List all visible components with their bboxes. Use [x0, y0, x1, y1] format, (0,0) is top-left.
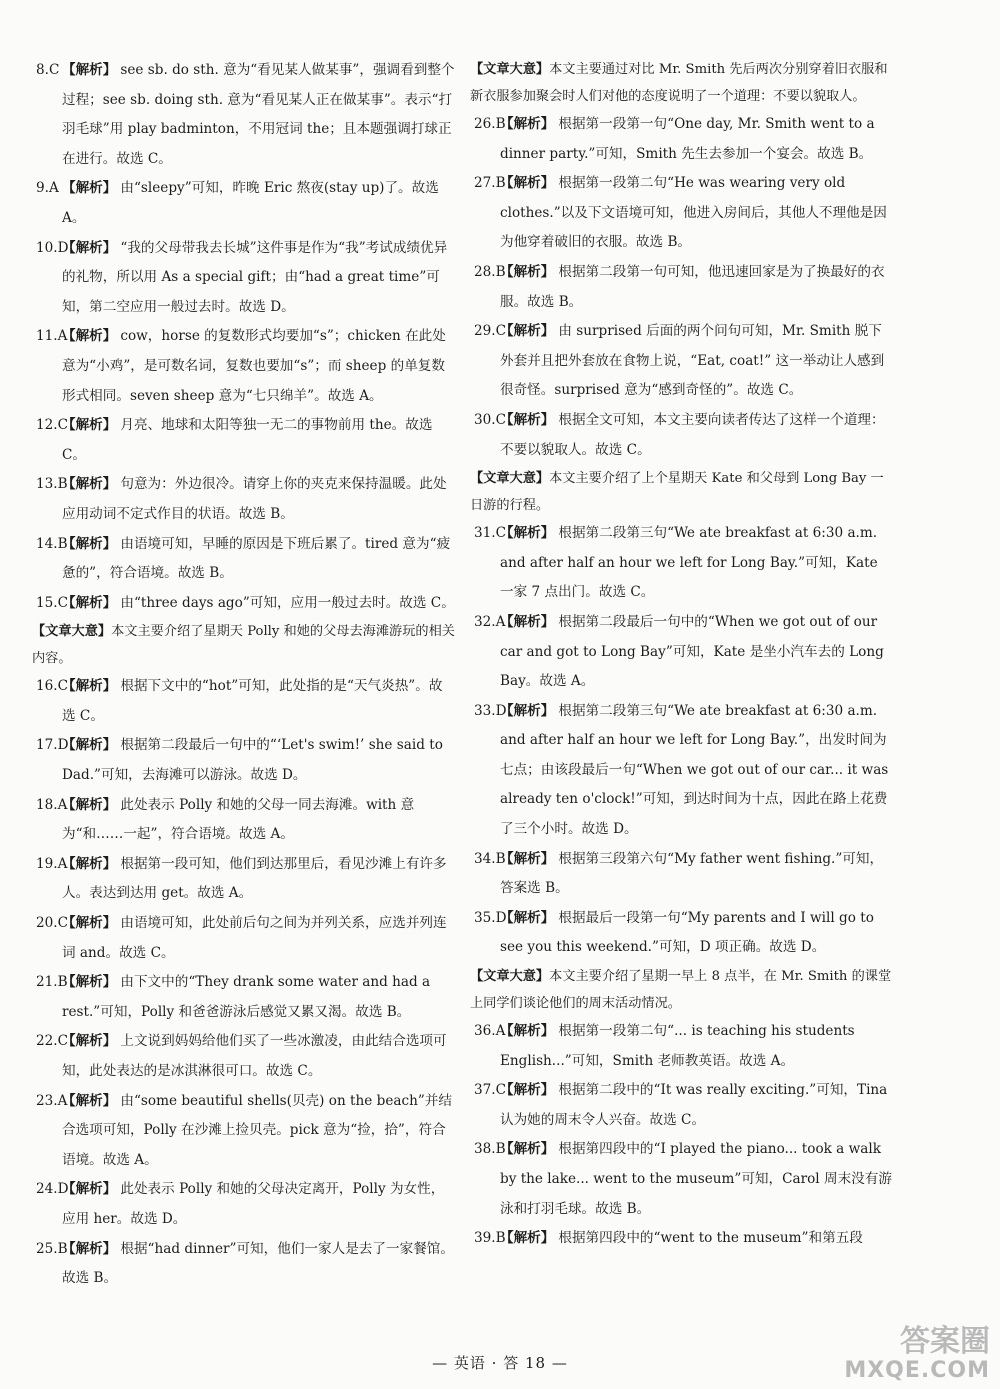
analysis-text: 由语境可知，此处前后句之间为并列关系，应选并列连词 and。故选 C。 — [62, 915, 447, 961]
analysis-text: 根据“had dinner”可知，他们一家人是去了一家餐馆。故选 B。 — [62, 1240, 454, 1287]
analysis-text: 根据第一段第二句“He was wearing very old clothes.”以及下文语境可知，他进入房间后，其他人不理他是因为他穿着破旧的衣服。故选 B。 — [500, 175, 887, 251]
analysis-text: 句意为：外边很冷。请穿上你的夹克来保持温暖。此处应用动词不定式作目的状语。故选 B。 — [62, 476, 447, 522]
summary-text: 本文主要介绍了上个星期天 Kate 和父母到 Long Bay 一日游的行程。 — [470, 471, 884, 514]
analysis-tag: 【解析】 — [500, 525, 555, 542]
watermark-logo: 答案圈 MXQE.COM — [844, 1324, 990, 1383]
analysis-tag: 【解析】 — [500, 850, 555, 867]
analysis-tag: 【解析】 — [62, 915, 117, 932]
analysis-tag: 【解析】 — [62, 62, 117, 78]
analysis-tag: 【解析】 — [500, 613, 555, 630]
answer-number: 22.C — [36, 1033, 69, 1050]
analysis-text: 根据第四段中的“went to the museum”和第五段 — [558, 1230, 863, 1247]
analysis-text: cow，horse 的复数形式均要加“s”；chicken 在此处意为“小鸡”，是可数名词，复数也要加“s”；而 sheep 的单复数形式相同。seven sheep 意为“七只绵羊”。故选 A。 — [62, 328, 446, 404]
analysis-tag: 【解析】 — [500, 1141, 555, 1158]
answer-item — [470, 904, 892, 963]
article-summary — [470, 963, 892, 1017]
answer-number: 33.D — [474, 702, 507, 719]
answer-item — [470, 845, 892, 904]
answer-number: 8.C — [36, 62, 60, 78]
answer-item — [32, 56, 456, 174]
answer-item — [32, 322, 456, 411]
answer-item — [470, 317, 892, 406]
answer-number: 19.A — [36, 855, 68, 872]
summary-text: 本文主要介绍了星期天 Polly 和她的父母去海滩游玩的相关内容。 — [32, 624, 455, 667]
summary-tag: 【文章大意】 — [470, 62, 550, 77]
answer-number: 39.B — [474, 1230, 506, 1247]
answer-item — [32, 850, 456, 909]
answer-item — [470, 1224, 892, 1254]
page-footer: — 英语 · 答 18 — — [432, 1354, 568, 1372]
summary-text: 本文主要通过对比 Mr. Smith 先后两次分别穿着旧衣服和新衣服参加聚会时人们对他的态度说明了一个道理：不要以貌取人。 — [470, 62, 888, 104]
answer-number: 12.C — [36, 417, 69, 434]
answer-item — [32, 411, 456, 470]
answer-item — [32, 672, 456, 731]
answer-item — [470, 608, 892, 697]
analysis-text: 根据第二段中的“It was really exciting.”可知，Tina 认为她的周末令人兴奋。故选 C。 — [500, 1082, 888, 1128]
analysis-tag: 【解析】 — [62, 476, 117, 493]
answer-item — [32, 1027, 456, 1086]
answer-number: 25.B — [36, 1240, 68, 1257]
analysis-tag: 【解析】 — [62, 239, 117, 256]
right-column — [470, 56, 892, 1254]
summary-tag: 【文章大意】 — [470, 471, 550, 487]
answer-number: 28.B — [474, 263, 506, 280]
analysis-tag: 【解析】 — [62, 1181, 117, 1198]
answer-item — [32, 174, 456, 233]
answer-number: 37.C — [474, 1082, 507, 1099]
answer-number: 14.B — [36, 535, 68, 552]
answer-number: 21.B — [36, 974, 68, 991]
analysis-text: 根据第三段第六句“My father went fishing.”可知，答案选 B。 — [500, 850, 884, 897]
answer-number: 18.A — [36, 796, 68, 813]
answer-number: 15.C — [36, 594, 69, 611]
analysis-text: 由下文中的“They drank some water and had a rest.”可知，Polly 和爸爸游泳后感觉又累又渴。故选 B。 — [62, 974, 431, 1020]
analysis-tag: 【解析】 — [500, 263, 555, 280]
analysis-tag: 【解析】 — [500, 175, 555, 192]
analysis-tag: 【解析】 — [62, 1240, 117, 1257]
analysis-tag: 【解析】 — [62, 535, 117, 552]
analysis-tag: 【解析】 — [62, 180, 117, 197]
analysis-tag: 【解析】 — [62, 417, 117, 434]
answer-number: 27.B — [474, 175, 506, 192]
answer-number: 16.C — [36, 678, 69, 695]
analysis-text: “我的父母带我去长城”这件事是作为“我”考试成绩优异的礼物，所以用 As a special gift；由“had a great time”可知，第二空应用一般过去时。故选 D。 — [62, 239, 448, 315]
analysis-tag: 【解析】 — [62, 855, 117, 872]
analysis-text: 根据第二段第三句“We ate breakfast at 6:30 a.m. and after half an hour we left for Long Bay.”可知，Kate 一家 7 点出门。故选 C。 — [500, 525, 878, 601]
analysis-tag: 【解析】 — [500, 1023, 555, 1040]
analysis-text: 根据最后一段第一句“My parents and I will go to see you this weekend.”可知，D 项正确。故选 D。 — [500, 909, 874, 956]
answer-number: 11.A — [36, 328, 68, 345]
analysis-text: 根据全文可知，本文主要向读者传达了这样一个道理：不要以貌取人。故选 C。 — [500, 411, 885, 458]
analysis-text: 根据第二段第一句可知，他迅速回家是为了换最好的衣服。故选 B。 — [500, 263, 885, 310]
answer-number: 36.A — [474, 1023, 506, 1040]
answer-item — [470, 1076, 892, 1135]
analysis-text: 由“some beautiful shells(贝壳) on the beach”并结合选项可知，Polly 在沙滩上捡贝壳。pick 意为“捡，拾”，符合语境。故选 A。 — [62, 1092, 452, 1168]
analysis-tag: 【解析】 — [500, 909, 555, 926]
analysis-text: 上文说到妈妈给他们买了一些冰激凌，由此结合选项可知，此处表达的是冰淇淋很可口。故选 C。 — [62, 1033, 447, 1079]
answer-item — [32, 731, 456, 790]
answer-number: 24.D — [36, 1181, 69, 1198]
analysis-text: 此处表示 Polly 和她的父母一同去海滩。with 意为“和……一起”，符合语境。故选 A。 — [62, 796, 415, 843]
analysis-tag: 【解析】 — [62, 328, 117, 345]
analysis-text: see sb. do sth. 意为“看见某人做某事”，强调看到整个过程；see sb. doing sth. 意为“看见某人正在做某事”。表示“打羽毛球”用 play badminton，不用冠词 the；且本题强调打球正在进行。故选 C。 — [62, 62, 455, 167]
analysis-text: 由 surprised 后面的两个问句可知，Mr. Smith 脱下外套并且把外套放在食物上说，“Eat, coat!” 这一举动让人感到很奇怪。surprised 意为“感到奇怪的”。故选 C。 — [500, 323, 885, 399]
answer-item — [32, 530, 456, 589]
answer-item — [470, 169, 892, 258]
answer-number: 26.B — [474, 116, 506, 132]
analysis-text: 根据第一段可知，他们到达那里后，看见沙滩上有许多人。表达到达用 get。故选 A。 — [62, 855, 447, 902]
analysis-tag: 【解析】 — [500, 1230, 555, 1247]
analysis-tag: 【解析】 — [62, 678, 117, 695]
analysis-tag: 【解析】 — [500, 1082, 555, 1099]
article-summary — [32, 618, 456, 672]
answer-number: 29.C — [474, 323, 507, 340]
analysis-tag: 【解析】 — [62, 974, 117, 991]
answer-item — [32, 909, 456, 968]
answer-item — [470, 1135, 892, 1224]
answer-number: 13.B — [36, 476, 68, 493]
answer-number: 9.A — [36, 180, 59, 197]
summary-tag: 【文章大意】 — [470, 969, 550, 985]
analysis-tag: 【解析】 — [500, 411, 555, 428]
answer-number: 32.A — [474, 613, 506, 630]
summary-text: 本文主要介绍了星期一早上 8 点半，在 Mr. Smith 的课堂上同学们谈论他们的周末活动情况。 — [470, 969, 892, 1012]
answer-item — [32, 470, 456, 529]
answer-item — [470, 1017, 892, 1076]
analysis-tag: 【解析】 — [500, 116, 555, 132]
analysis-tag: 【解析】 — [62, 594, 117, 611]
analysis-text: 根据第四段中的“I played the piano... took a walk by the lake... went to the museum”可知，Carol 周末没有游泳和打羽毛球。故选 B。 — [500, 1141, 892, 1217]
answer-item — [470, 110, 892, 169]
article-summary — [470, 56, 892, 110]
analysis-text: 根据第二段最后一句中的“‘Let's swim!’ she said to Dad.”可知，去海滩可以游泳。故选 D。 — [62, 737, 443, 784]
answer-number: 35.D — [474, 909, 507, 926]
answer-item — [32, 791, 456, 850]
analysis-tag: 【解析】 — [62, 737, 117, 754]
answer-item — [32, 1175, 456, 1234]
answer-number: 31.C — [474, 525, 507, 542]
answer-item — [32, 589, 456, 619]
answer-number: 23.A — [36, 1092, 68, 1109]
analysis-tag: 【解析】 — [500, 702, 555, 719]
analysis-tag: 【解析】 — [500, 323, 555, 340]
answer-item — [470, 519, 892, 608]
article-summary — [470, 465, 892, 519]
analysis-text: 此处表示 Polly 和她的父母决定离开，Polly 为女性，应用 her。故选 D。 — [62, 1181, 445, 1227]
answer-item — [32, 1235, 456, 1294]
answer-item — [470, 258, 892, 317]
answer-number: 34.B — [474, 850, 506, 867]
answer-number: 38.B — [474, 1141, 506, 1158]
analysis-tag: 【解析】 — [62, 1033, 117, 1050]
analysis-text: 根据第一段第一句“One day, Mr. Smith went to a dinner party.”可知，Smith 先生去参加一个宴会。故选 B。 — [500, 116, 875, 162]
answer-number: 20.C — [36, 915, 69, 932]
answer-number: 17.D — [36, 737, 69, 754]
left-column — [32, 56, 456, 1294]
analysis-tag: 【解析】 — [62, 796, 117, 813]
answer-item — [32, 968, 456, 1027]
analysis-text: 由语境可知，早睡的原因是下班后累了。tired 意为“疲惫的”，符合语境。故选 B。 — [62, 535, 451, 582]
analysis-text: 由“three days ago”可知，应用一般过去时。故选 C。 — [120, 594, 455, 611]
answer-item — [32, 234, 456, 323]
answer-item — [32, 1087, 456, 1176]
analysis-text: 根据下文中的“hot”可知，此处指的是“天气炎热”。故选 C。 — [62, 678, 443, 724]
analysis-text: 根据第一段第二句“... is teaching his students English...”可知，Smith 老师教英语。故选 A。 — [500, 1023, 855, 1069]
analysis-text: 根据第二段第三句“We ate breakfast at 6:30 a.m. and after half an hour we left for Long Bay.”，出发时间为七点；由该段最后一句“When we got out of our car... it was already ten o'clock!”可知，到达时间为十点，因此在路上花费了三个小时。故选 D。 — [500, 702, 889, 838]
analysis-text: 根据第二段最后一句中的“When we got out of our car and got to Long Bay”可知，Kate 是坐小汽车去的 Long Bay。故选 A。 — [500, 613, 884, 690]
analysis-text: 月亮、地球和太阳等独一无二的事物前用 the。故选 C。 — [62, 417, 433, 463]
summary-tag: 【文章大意】 — [32, 624, 112, 640]
answer-item — [470, 697, 892, 845]
answer-item — [470, 406, 892, 465]
answer-number: 10.D — [36, 239, 69, 256]
answer-number: 30.C — [474, 411, 507, 428]
analysis-text: 由“sleepy”可知，昨晚 Eric 熬夜(stay up)了。故选 A。 — [62, 180, 439, 226]
analysis-tag: 【解析】 — [62, 1092, 117, 1109]
